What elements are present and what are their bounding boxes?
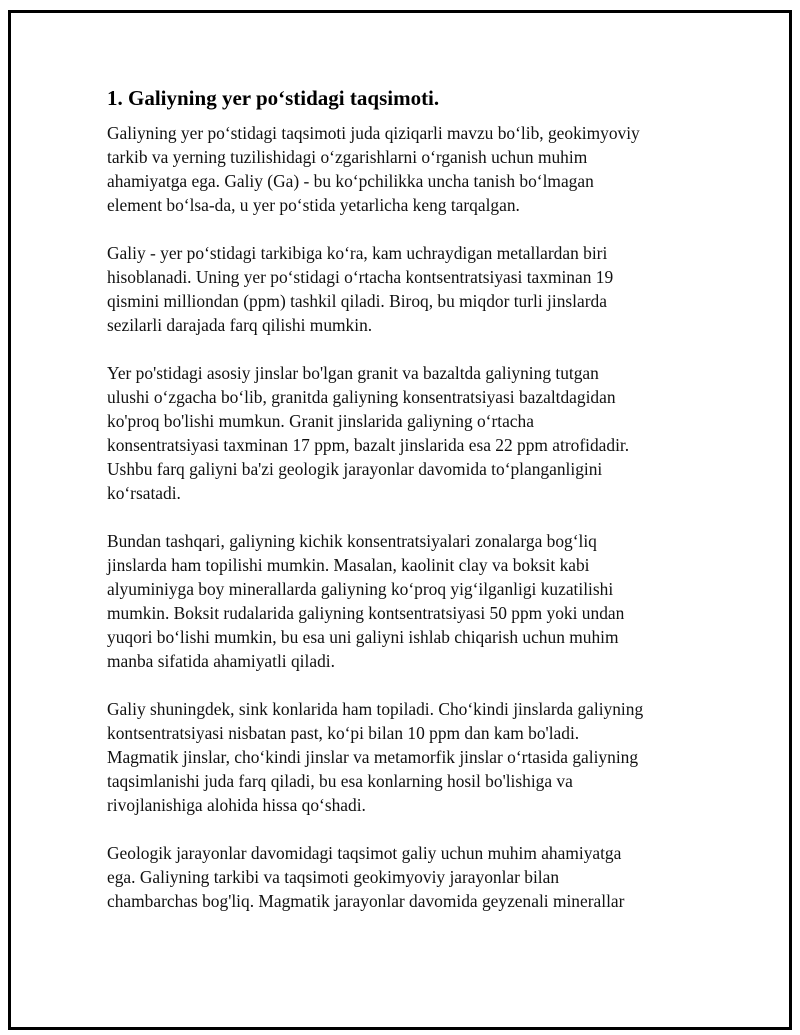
paragraph-5 [107,697,687,817]
text-line: yuqori bo‘lishi mumkin, bu esa uni galiyni ishlab chiqarish uchun muhim [107,627,619,647]
text-line: jinslarda ham topilishi mumkin. Masalan, kaolinit clay va boksit kabi [107,555,590,575]
text-line: qismini milliondan (ppm) tashkil qiladi. Biroq, bu miqdor turli jinslarda [107,291,607,311]
text-line: Galiyning yer po‘stidagi taqsimoti juda qiziqarli mavzu bo‘lib, geokimyoviy [107,123,640,143]
text-line: element bo‘lsa-da, u yer po‘stida yetarlicha keng tarqalgan. [107,195,520,215]
text-line: manba sifatida ahamiyatli qiladi. [107,651,335,671]
text-line: Magmatik jinslar, cho‘kindi jinslar va metamorfik jinslar o‘rtasida galiyning [107,747,639,767]
text-line: mumkin. Boksit rudalarida galiyning kontsentratsiyasi 50 ppm yoki undan [107,603,625,623]
text-line: konsentratsiyasi taxminan 17 ppm, bazalt jinslarida esa 22 ppm atrofidadir. [107,435,630,455]
text-line: hisoblanadi. Uning yer po‘stidagi o‘rtacha kontsentratsiyasi taxminan 19 [107,267,614,287]
document-body [107,85,687,937]
text-line: Yer po'stidagi asosiy jinslar bo'lgan granit va bazaltda galiyning tutgan [107,363,599,383]
text-line: alyuminiyga boy minerallarda galiyning ko‘proq yig‘ilganligi kuzatilishi [107,579,614,599]
text-line: sezilarli darajada farq qilishi mumkin. [107,315,373,335]
text-line: Bundan tashqari, galiyning kichik konsentratsiyalari zonalarga bog‘liq [107,531,597,551]
paragraph-1 [107,121,687,217]
text-line: ahamiyatga ega. Galiy (Ga) - bu ko‘pchilikka uncha tanish bo‘lmagan [107,171,594,191]
text-line: ko‘rsatadi. [107,483,181,503]
text-line: tarkib va yerning tuzilishidagi o‘zgarishlarni o‘rganish uchun muhim [107,147,588,167]
paragraph-3 [107,361,687,505]
text-line: ko'proq bo'lishi mumkun. Granit jinslarida galiyning o‘rtacha [107,411,534,431]
section-heading: 1. Galiyning yer po‘stidagi taqsimoti. [107,86,440,110]
paragraph-2 [107,241,687,337]
text-line: kontsentratsiyasi nisbatan past, ko‘pi bilan 10 ppm dan kam bo'ladi. [107,723,580,743]
text-line: Galiy shuningdek, sink konlarida ham topiladi. Cho‘kindi jinslarda galiyning [107,699,644,719]
paragraph-6 [107,841,687,913]
text-line: ega. Galiyning tarkibi va taqsimoti geokimyoviy jarayonlar bilan [107,867,560,887]
text-line: Geologik jarayonlar davomidagi taqsimot galiy uchun muhim ahamiyatga [107,843,622,863]
text-line: ulushi o‘zgacha bo‘lib, granitda galiyning konsentratsiyasi bazaltdagidan [107,387,616,407]
text-line: Galiy - yer po‘stidagi tarkibiga ko‘ra, kam uchraydigan metallardan biri [107,243,608,263]
text-line: Ushbu farq galiyni ba'zi geologik jarayonlar davomida to‘planganligini [107,459,603,479]
text-line: chambarchas bog'liq. Magmatik jarayonlar davomida geyzenali minerallar [107,891,625,911]
text-line: rivojlanishiga alohida hissa qo‘shadi. [107,795,366,815]
text-line: taqsimlanishi juda farq qiladi, bu esa konlarning hosil bo'lishiga va [107,771,573,791]
paragraph-4 [107,529,687,673]
